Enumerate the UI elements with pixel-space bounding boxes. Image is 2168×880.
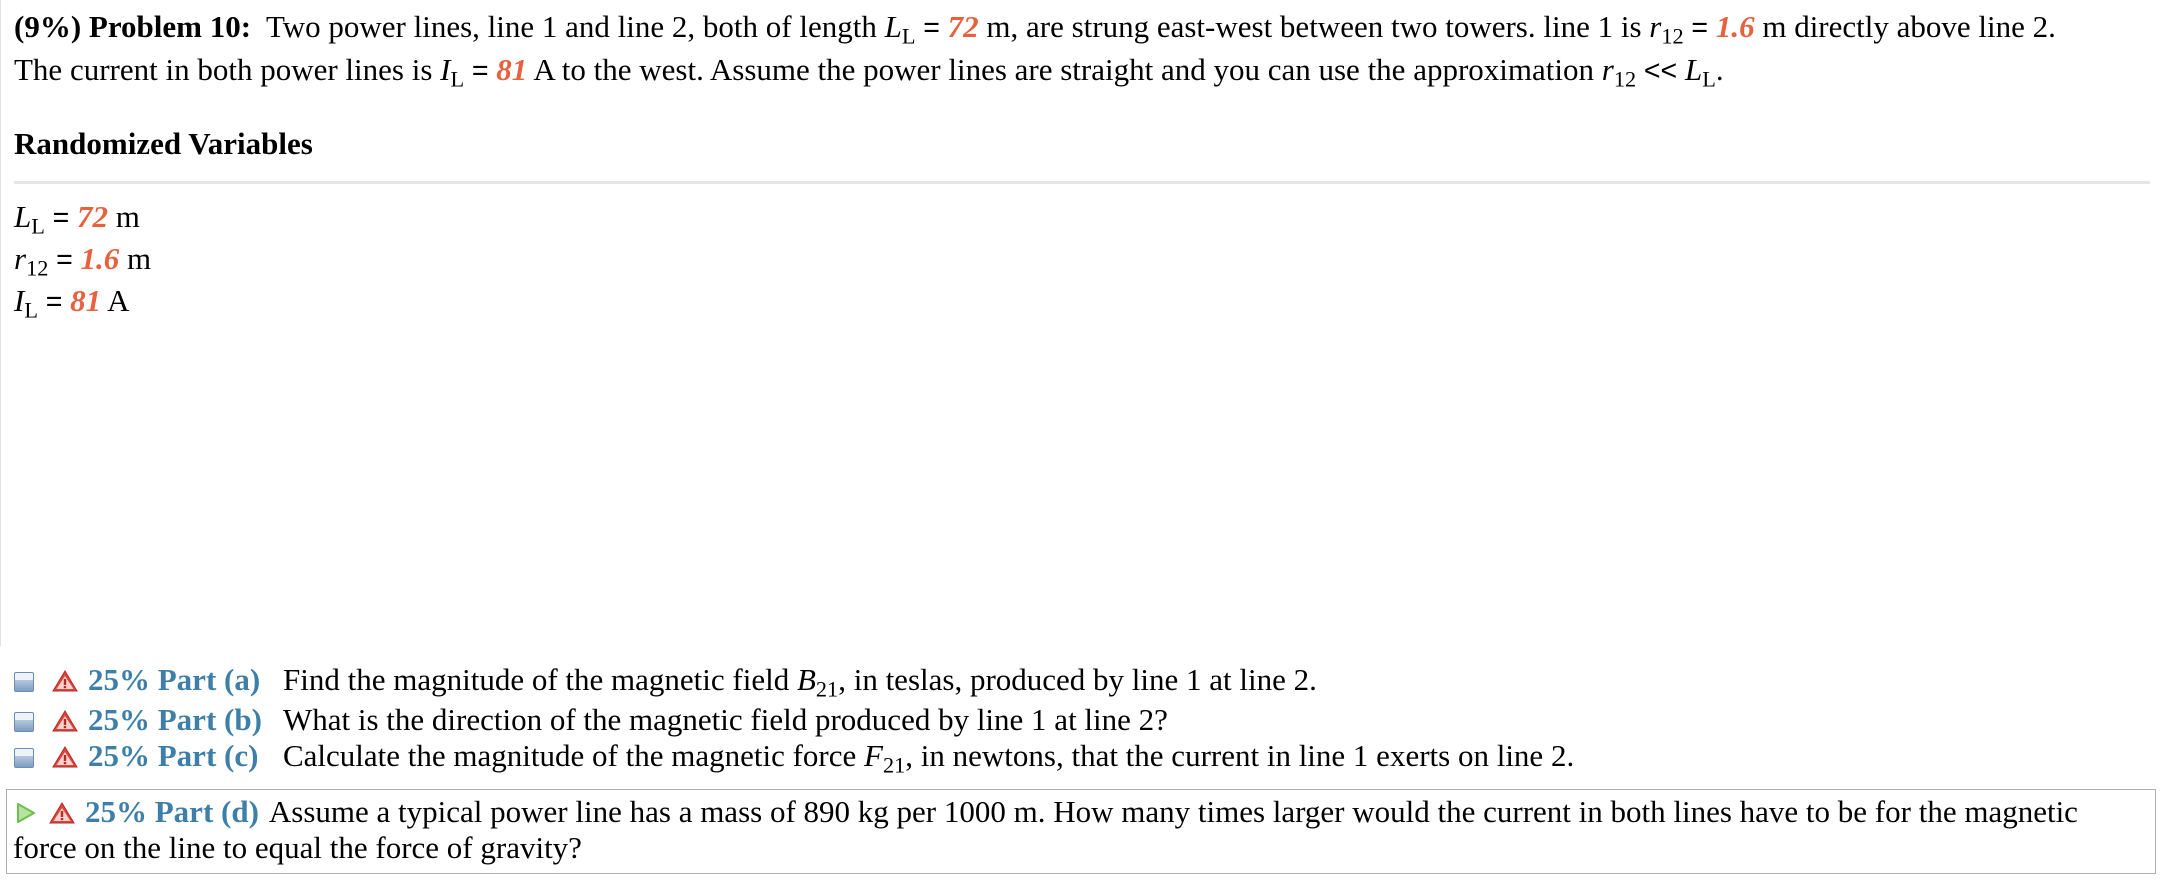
question-text: Calculate the magnitude of the magnetic force [283, 738, 857, 773]
equals-sign: = [1691, 12, 1709, 44]
parts-list [0, 658, 2168, 778]
part-a-row[interactable] [0, 660, 2168, 700]
subscript-L: L [901, 23, 916, 49]
subscript-21: 21 [815, 676, 839, 702]
warning-icon [49, 801, 75, 825]
randomized-variables-list [14, 196, 151, 322]
variable-symbol: I [14, 283, 25, 318]
variable-unit: A [107, 283, 130, 318]
question-text: , in newtons, that the current in line 1 exerts on line 2. [905, 738, 1575, 773]
part-d-label[interactable]: 25% Part (d) [85, 794, 259, 829]
warning-icon [52, 669, 78, 693]
question-text: , in teslas, produced by line 1 at line 2. [838, 662, 1317, 697]
part-c-question [283, 736, 1574, 776]
value-current: 81 [496, 52, 528, 87]
symbol-L: L [884, 9, 902, 44]
part-c-label[interactable]: 25% Part (c) [88, 738, 259, 773]
warning-icon [52, 709, 78, 733]
part-c-toggle[interactable] [14, 748, 34, 768]
equals-sign: = [52, 202, 70, 234]
problem-header: (9%) Problem 10: [14, 9, 252, 44]
variable-row [14, 280, 151, 322]
variable-value: 72 [77, 199, 109, 234]
equals-sign: = [923, 12, 940, 44]
question-text: Find the magnitude of the magnetic field [283, 662, 790, 697]
much-less-than: << [1643, 55, 1678, 87]
subscript-I: L [450, 66, 465, 92]
equals-sign: = [56, 244, 73, 276]
symbol-F: F [864, 738, 883, 773]
statement-text: , are strung east-west between two towers. line 1 is [1010, 9, 1642, 44]
variable-value: 1.6 [80, 241, 120, 276]
part-d-question-continued: force on the line to equal the force of gravity? [13, 830, 582, 865]
subscript-r: 12 [1661, 23, 1684, 49]
unit-A: A [533, 52, 555, 87]
variable-symbol: r [14, 241, 27, 276]
randomized-variables-title: Randomized Variables [14, 126, 313, 161]
statement-text: to the west. Assume the power lines are straight and you can use the approximation [561, 52, 1594, 87]
equals-sign: = [471, 55, 489, 87]
play-icon[interactable] [13, 801, 37, 825]
variable-row [14, 238, 151, 280]
part-a-question [283, 660, 1317, 700]
variable-unit: m [127, 241, 152, 276]
variable-unit: m [115, 199, 140, 234]
statement-text: The current in both power lines is [14, 52, 433, 87]
unit-m: m [986, 9, 1011, 44]
symbol-I: I [440, 52, 451, 87]
part-c-row[interactable] [0, 736, 2168, 776]
variable-value: 81 [70, 283, 102, 318]
part-b-question: What is the direction of the magnetic field produced by line 1 at line 2? [283, 702, 1168, 737]
part-b-row[interactable] [0, 700, 2168, 740]
subscript-21: 21 [882, 752, 906, 778]
period: . [1715, 52, 1724, 87]
part-d-panel[interactable] [6, 789, 2156, 874]
symbol-r: r [1649, 9, 1662, 44]
part-d-line1 [13, 794, 2078, 830]
part-b-toggle[interactable] [14, 712, 34, 732]
variable-row [14, 196, 151, 238]
variable-subscript: L [31, 213, 45, 239]
part-b-label[interactable]: 25% Part (b) [88, 702, 262, 737]
subscript-r: 12 [1613, 66, 1637, 92]
value-distance: 1.6 [1715, 9, 1755, 44]
variable-symbol: L [14, 199, 32, 234]
part-a-toggle[interactable] [14, 672, 34, 692]
symbol-L: L [1684, 52, 1703, 87]
symbol-r: r [1601, 52, 1614, 87]
subscript-L: L [1702, 66, 1716, 92]
statement-text: Two power lines, line 1 and line 2, both of length [266, 9, 877, 44]
variable-subscript: 12 [26, 255, 49, 281]
warning-icon [52, 745, 78, 769]
part-a-label[interactable]: 25% Part (a) [88, 662, 261, 697]
statement-text: m directly above line 2. [1762, 9, 2056, 44]
problem-statement [14, 6, 2154, 92]
divider [14, 181, 2150, 184]
value-length: 72 [947, 9, 979, 44]
symbol-B: B [796, 662, 816, 697]
part-d-question: Assume a typical power line has a mass of 890 kg per 1000 m. How many times larger would the current in both lines have to be for the magnetic [268, 794, 2078, 829]
equals-sign: = [45, 286, 63, 318]
variable-subscript: L [24, 297, 38, 323]
